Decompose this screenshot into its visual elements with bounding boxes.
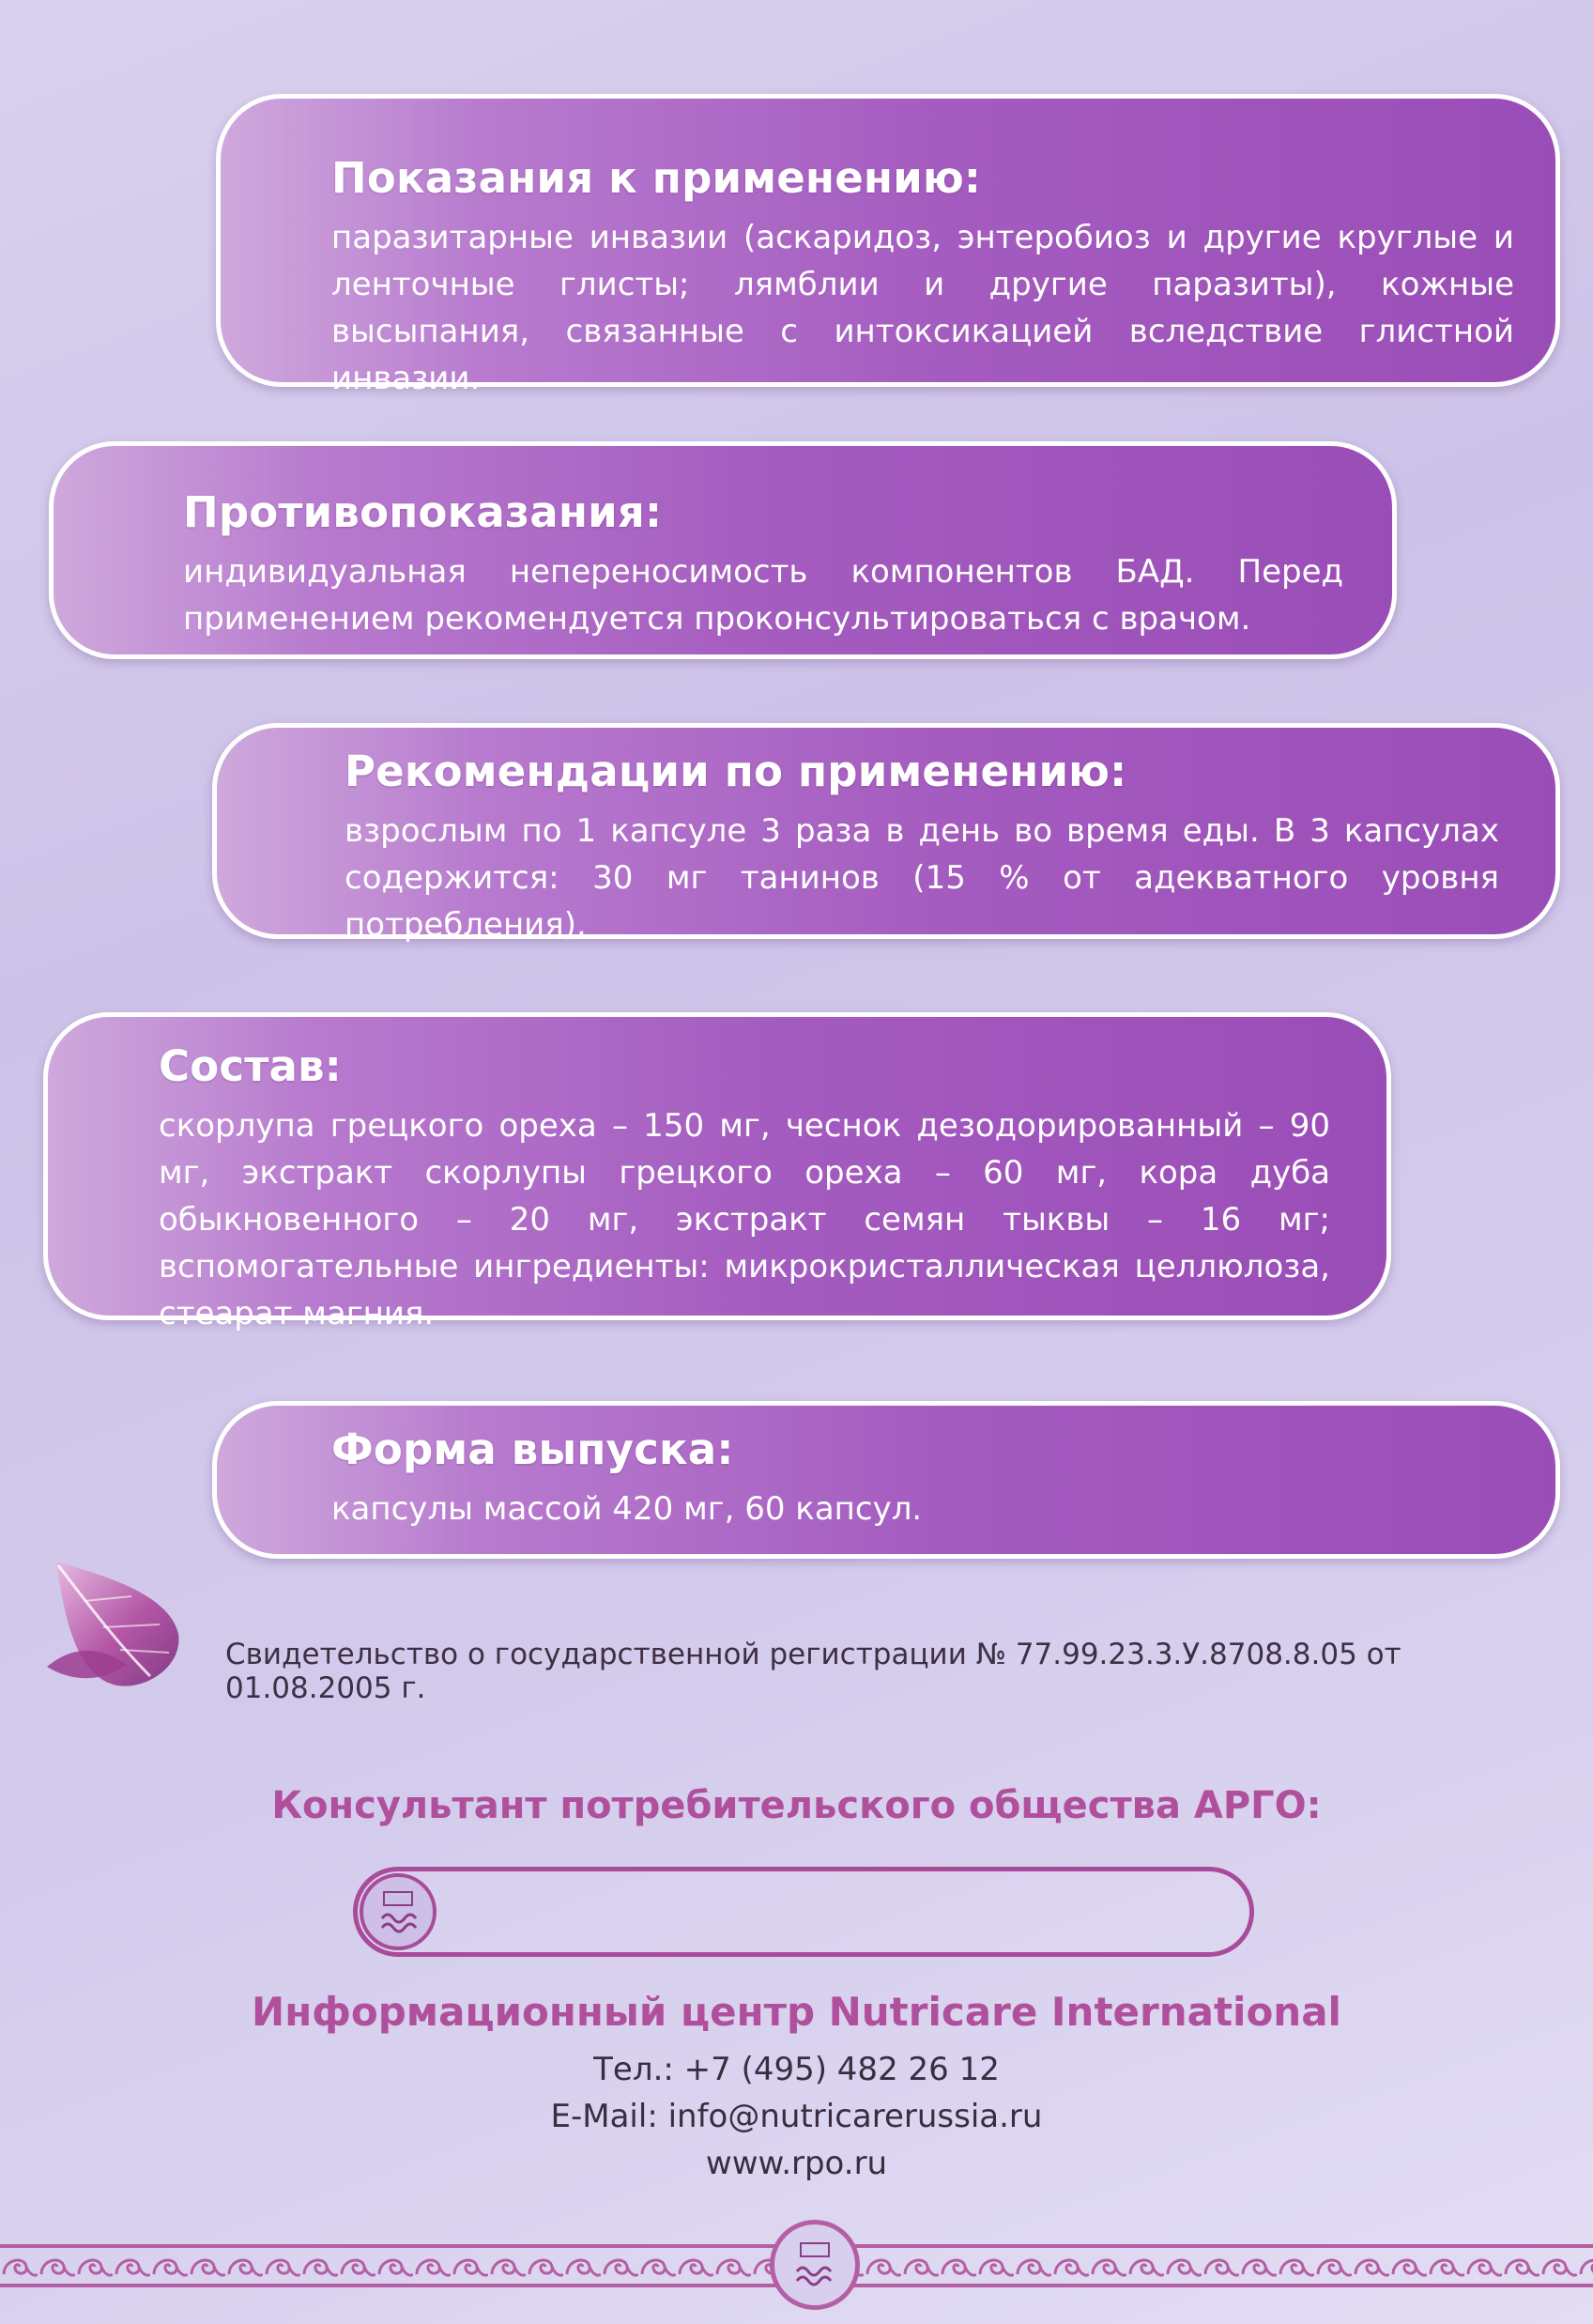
phone-number: Тел.: +7 (495) 482 26 12 bbox=[593, 2051, 1000, 2088]
indications-panel bbox=[216, 94, 1560, 397]
usage-text: взрослым по 1 капсуле 3 раза в день во время еды. В 3 капсулах содержится: 30 мг танинов (15 % от адекватного уровня потребления). bbox=[345, 812, 1499, 944]
contraindications-title: Противопоказания: bbox=[183, 487, 663, 537]
release-form-panel bbox=[212, 1401, 1560, 1559]
contraindications-panel bbox=[49, 441, 1397, 659]
composition-title: Состав: bbox=[159, 1041, 342, 1091]
usage-panel bbox=[212, 723, 1560, 944]
composition-panel bbox=[43, 1012, 1391, 1332]
release-form-title: Форма выпуска: bbox=[331, 1424, 734, 1474]
consultant-field bbox=[353, 1867, 1254, 1957]
email-address: E-Mail: info@nutricarerussia.ru bbox=[550, 2098, 1043, 2135]
footer-logo-icon bbox=[770, 2220, 860, 2310]
registration-certificate: Свидетельство о государственной регистрации № 77.99.23.3.У.8708.8.05 от 01.08.2005 г. bbox=[225, 1638, 1402, 1705]
usage-title: Рекомендации по применению: bbox=[345, 746, 1127, 796]
rpo-logo-icon bbox=[360, 1873, 437, 1950]
indications-title: Показания к применению: bbox=[331, 153, 982, 203]
release-form-text: капсулы массой 420 мг, 60 капсул. bbox=[331, 1490, 923, 1528]
info-center-title: Информационный центр Nutricare International bbox=[252, 1989, 1341, 2035]
consultant-title: Консультант потребительского общества АРГО: bbox=[271, 1784, 1322, 1827]
leaf-icon bbox=[38, 1554, 188, 1695]
footer-logo-mark bbox=[774, 2224, 855, 2305]
website-link[interactable]: www.rpo.ru bbox=[705, 2145, 888, 2182]
indications-text: паразитарные инвазии (аскаридоз, энтеробиоз и другие круглые и ленточные глисты; лямблии и другие паразиты), кожные высыпания, связанные с интоксикацией вследствие глистной инвазии. bbox=[331, 219, 1514, 397]
rpo-logo-mark bbox=[363, 1877, 433, 1947]
composition-text: скорлупа грецкого ореха – 150 мг, чеснок дезодорированный – 90 мг, экстракт скорлупы грецкого ореха – 60 мг, кора дуба обыкновенного – 20 мг, экстракт семян тыквы – 16 мг; вспомогательные ингредиенты: микрокристаллическая целлюлоза, стеарат магния. bbox=[159, 1107, 1330, 1332]
contraindications-text: индивидуальная непереносимость компонентов БАД. Перед применением рекомендуется проконсультироваться с врачом. bbox=[183, 553, 1343, 638]
